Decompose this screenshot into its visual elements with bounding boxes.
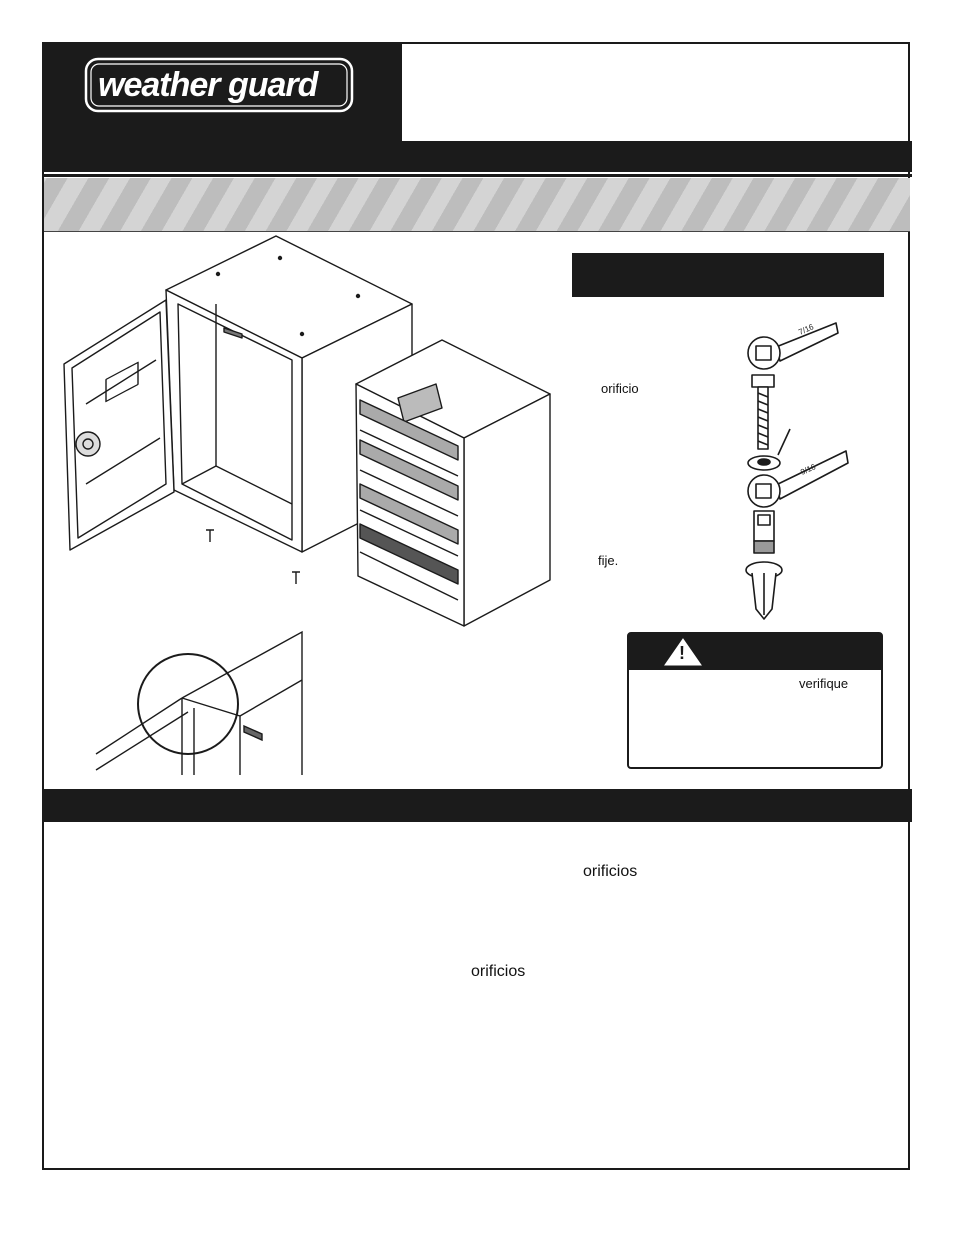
fix-label: fije. — [598, 553, 619, 568]
wrench-bottom-size: 9/16 — [799, 462, 818, 477]
instruction-line-1-word: orificios — [583, 863, 638, 880]
wrench-top-size: 7/16 — [797, 322, 816, 337]
instruction-line-2-word: orificios — [471, 963, 526, 980]
logo-text: weather guard — [98, 66, 318, 104]
hole-label: orificio — [601, 381, 639, 396]
header-title-panel — [402, 44, 908, 141]
instructions-header-band — [42, 789, 912, 822]
warning-text: verifique — [799, 676, 849, 691]
warning-exclamation: ! — [679, 643, 685, 663]
hardware-header-bar — [572, 253, 884, 297]
header-thin-rule — [42, 174, 912, 177]
weather-guard-logo — [84, 57, 356, 113]
cabinet-illustration — [56, 234, 556, 634]
warning-box — [627, 632, 883, 769]
detail-inset-illustration — [96, 630, 316, 780]
hardware-illustration — [740, 305, 870, 625]
title-stripe-bar — [44, 178, 910, 232]
header-bottom-band — [42, 141, 912, 172]
warning-header — [629, 634, 881, 670]
